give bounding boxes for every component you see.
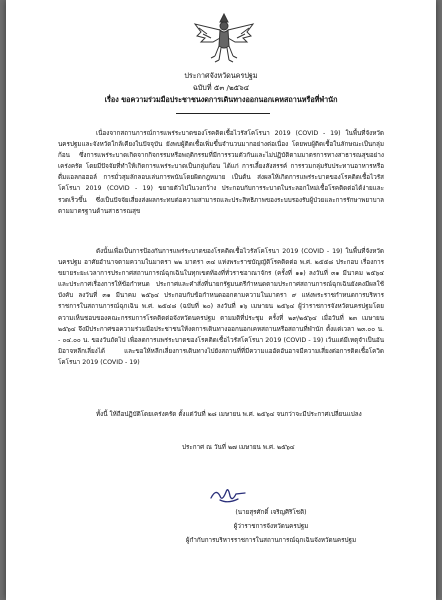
paragraph-text: ดังนั้นเพื่อเป็นการป้องกันการแพร่ระบาดของโรคติดเชื้อไวรัสโคโรนา 2019 (COVID - 19) ในพื้นที่จังหวัดนครปฐม อาศัยอำนาจตามความในมาตรา ๒๒ มาตรา ๓๔ แห่งพระราชบัญญัติโรคติดต่อ พ.ศ. ๒๕๕๘ ประกอบ เรื่องการขยายระยะเวลาการประกาศสถานการณ์ฉุกเฉินในทุกเขตท้องที่ทั่วราชอาณาจักร (ครั้งที่ ๑๑) ลงวันที่ ๓๑ มีนาคม ๒๕๖๔ และประกาศเรื่องการให้ข้อกำหนด ประกาศและคำสั่งที่นายกรัฐมนตรีกำหนดตามประกาศสถานการณ์ฉุกเฉินยังคงมีผลใช้บังคับ ลงวันที่ ๓๑ มีนาคม ๒๕๖๔ ประกอบกับข้อกำหนดออกตามความในมาตรา ๙ แห่งพระราชกำหนดการบริหารราชการในสถานการณ์ฉุกเฉิน พ.ศ. ๒๕๔๘ (ฉบับที่ ๒๐) ลงวันที่ ๑๖ เมษายน ๒๕๖๔ ผู้ว่าราชการจังหวัดนครปฐมโดยความเห็นชอบของคณะกรรมการโรคติดต่อจังหวัดนครปฐม ตามมติที่ประชุม ครั้งที่ ๒๙/๒๕๖๔ เมื่อวันที่ ๒๓ เมษายน ๒๕๖๔ จึงมีประกาศขอความร่วมมือประชาชนให้งดการเดินทางออกนอกเคหสถานหรือสถานที่พำนัก ตั้งแต่เวลา ๒๓.๐๐ น. - ๐๔.๐๐ น. ของวันถัดไป เพื่อลดการแพร่ระบาดของโรคติดเชื้อไวรัสโคโรนา 2019 (COVID - 19) เว้นแต่มีเหตุจำเป็นอันมิอาจหลีกเลี่ยงได้ และขอให้หลีกเลี่ยงการเดินทางไปยังสถานที่ที่มีความแออัดอันอาจมีความเสี่ยงต่อการติดเชื้อโควิดโคโรนา 2019 (COVID - 19) bbox=[58, 248, 384, 366]
issuer-heading: ประกาศจังหวัดนครปฐม bbox=[184, 71, 258, 80]
paragraph-text: ทั้งนี้ ให้ถือปฏิบัติโดยเคร่งครัด ตั้งแต่วันที่ ๒๘ เมษายน พ.ศ. ๒๕๖๔ จนกว่าจะมีประกาศเปลี่ยนแปลง bbox=[96, 411, 362, 418]
signer-role: ผู้กำกับการบริหารราชการในสถานการณ์ฉุกเฉินจังหวัดนครปฐม bbox=[185, 537, 357, 544]
body-paragraph-2 bbox=[58, 246, 384, 368]
announcement-date: ประกาศ ณ วันที่ ๒๗ เมษายน พ.ศ. ๒๕๖๔ bbox=[182, 444, 295, 451]
document-title: เรื่อง ขอความร่วมมือประชาชนงดการเดินทางออกนอกเคหสถานหรือที่พำนัก bbox=[104, 95, 338, 104]
handwritten-signature bbox=[208, 484, 248, 506]
title-underline bbox=[176, 113, 270, 114]
document-page bbox=[6, 0, 436, 600]
signer-position: ผู้ว่าราชการจังหวัดนครปฐม bbox=[233, 523, 309, 530]
body-paragraph-1 bbox=[58, 128, 384, 217]
garuda-emblem-icon bbox=[193, 8, 255, 64]
body-paragraph-3 bbox=[58, 409, 384, 420]
signer-name: (นายสุรศักดิ์ เจริญศิริโชติ) bbox=[235, 509, 307, 516]
issue-number: ฉบับที่ ๕๓ /๒๕๖๔ bbox=[192, 83, 250, 92]
paragraph-text: เนื่องจากสถานการณ์การแพร่ระบาดของโรคติดเชื้อไวรัสโคโรนา 2019 (COVID - 19) ในพื้นที่จังหวัดนครปฐมและจังหวัดใกล้เคียงในปัจจุบัน ยังพบผู้ติดเชื้อเพิ่มขึ้นจำนวนมากอย่างต่อเนื่อง โดยพบผู้ติดเชื้อในลักษณะเป็นกลุ่มก้อน ซึ่งการแพร่ระบาดเกิดจากกิจกรรมหรือพฤติกรรมที่มีการรวมตัวกันและไม่ปฏิบัติตามมาตรการทางสาธารณสุขอย่างเคร่งครัด โดยมีปัจจัยที่ทำให้เกิดการแพร่ระบาดเป็นกลุ่มก้อน ได้แก่ การเลี้ยงสังสรรค์ การรวมกลุ่มรับประทานอาหารหรือดื่มแอลกอฮอล์ การมั่วสุมลักลอบเล่นการพนันโดยผิดกฎหมาย เป็นต้น ส่งผลให้เกิดการแพร่ระบาดของโรคติดเชื้อไวรัสโคโรนา 2019 (COVID - 19) ขยายตัวไปในวงกว้าง ประกอบกับการระบาดในระลอกใหม่เชื้อโรคติดต่อได้ง่ายและรวดเร็วขึ้น ซึ่งเป็นปัจจัยเสี่ยงส่งผลกระทบต่อความสามารถและประสิทธิภาพของระบบรองรับผู้ป่วยและการรักษาพยาบาลตามมาตรฐานด้านสาธารณสุข bbox=[58, 130, 384, 215]
